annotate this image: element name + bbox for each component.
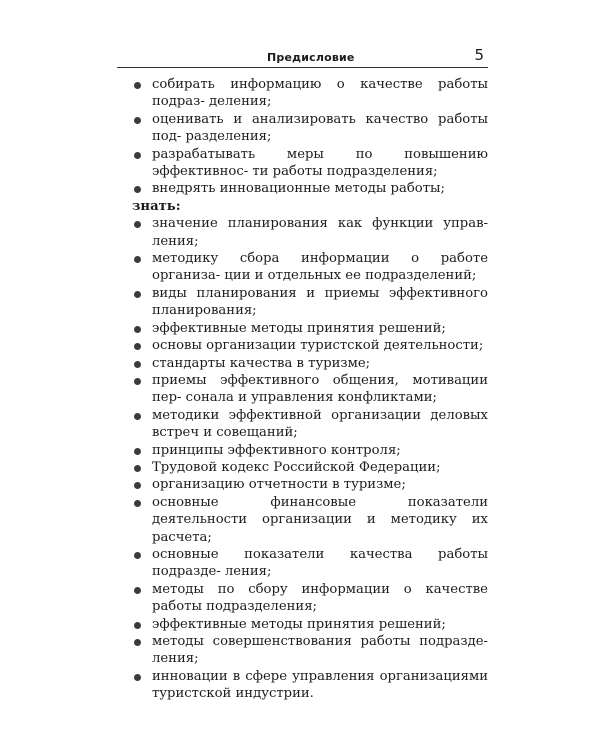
list-item <box>132 320 488 337</box>
list-item <box>132 250 488 285</box>
bullet-icon <box>134 256 141 263</box>
bullet-icon <box>134 221 141 228</box>
list-item-text: оценивать и анализировать качество работы под- разделения; <box>152 111 488 145</box>
list-item <box>132 581 488 616</box>
bullet-icon <box>134 674 141 681</box>
list-item-text: приемы эффективного общения, мотивации пер- сонала и управления конфликтами; <box>152 372 488 406</box>
list-item <box>132 407 488 442</box>
bullet-icon <box>134 552 141 559</box>
list-item <box>132 355 488 372</box>
running-head <box>117 44 488 68</box>
list-item-text: методики эффективной организации деловых встреч и совещаний; <box>152 407 488 441</box>
list-item <box>132 372 488 407</box>
list-item <box>132 337 488 354</box>
list-item-text: стандарты качества в туризме; <box>152 355 371 371</box>
list-item <box>132 442 488 459</box>
bullet-icon <box>134 291 141 298</box>
list-item <box>132 668 488 703</box>
bullet-icon <box>134 378 141 385</box>
knowledge-subheading: знать: <box>132 198 181 214</box>
bullet-icon <box>134 448 141 455</box>
bullet-icon <box>134 152 141 159</box>
skills-list <box>132 76 488 198</box>
list-item <box>132 285 488 320</box>
list-item <box>132 215 488 250</box>
bullet-icon <box>134 639 141 646</box>
list-item-text: внедрять инновационные методы работы; <box>152 181 445 197</box>
bullet-icon <box>134 413 141 420</box>
section-title: Предисловие <box>267 51 355 64</box>
list-item <box>132 546 488 581</box>
bullet-icon <box>134 587 141 594</box>
bullet-icon <box>134 465 141 472</box>
list-item <box>132 494 488 546</box>
bullet-icon <box>134 343 141 350</box>
list-item-text: основные показатели качества работы подразде- ления; <box>152 546 488 580</box>
page-number: 5 <box>474 46 484 64</box>
page-body <box>132 76 488 703</box>
list-item-text: виды планирования и приемы эффективного планирования; <box>152 285 488 319</box>
list-item-text: методы совершенствования работы подразде- ления; <box>152 634 488 667</box>
list-item-text: методику сбора информации о работе организа- ции и отдельных ее подразделений; <box>152 251 488 284</box>
header-rule <box>117 67 488 68</box>
list-item <box>132 459 488 476</box>
list-item-text: собирать информацию о качестве работы подраз- деления; <box>152 77 488 110</box>
bullet-icon <box>134 117 141 124</box>
list-item-text: принципы эффективного контроля; <box>152 442 401 458</box>
list-item <box>132 146 488 181</box>
bullet-icon <box>134 82 141 89</box>
list-item <box>132 476 488 493</box>
bullet-icon <box>134 361 141 368</box>
list-item-text: эффективные методы принятия решений; <box>152 616 446 632</box>
bullet-icon <box>134 186 141 193</box>
bullet-icon <box>134 326 141 333</box>
list-item <box>132 76 488 111</box>
list-item <box>132 616 488 633</box>
list-item-text: инновации в сфере управления организациями туристской индустрии. <box>152 668 488 702</box>
list-item-text: Трудовой кодекс Российской Федерации; <box>152 459 441 475</box>
list-item-text: разрабатывать меры по повышению эффективнос- ти работы подразделения; <box>152 146 488 180</box>
list-item-text: значение планирования как функции управ- ления; <box>152 216 488 249</box>
bullet-icon <box>134 622 141 629</box>
bullet-icon <box>134 482 141 489</box>
list-item-text: методы по сбору информации о качестве работы подразделения; <box>152 581 488 615</box>
list-item-text: основные финансовые показатели деятельности организации и методику их расчета; <box>152 494 488 545</box>
list-item <box>132 180 488 197</box>
bullet-icon <box>134 500 141 507</box>
list-item-text: эффективные методы принятия решений; <box>152 320 446 336</box>
list-item-text: организацию отчетности в туризме; <box>152 477 406 493</box>
list-item <box>132 633 488 668</box>
knowledge-list <box>132 215 488 702</box>
list-item-text: основы организации туристской деятельности; <box>152 338 484 354</box>
list-item <box>132 111 488 146</box>
